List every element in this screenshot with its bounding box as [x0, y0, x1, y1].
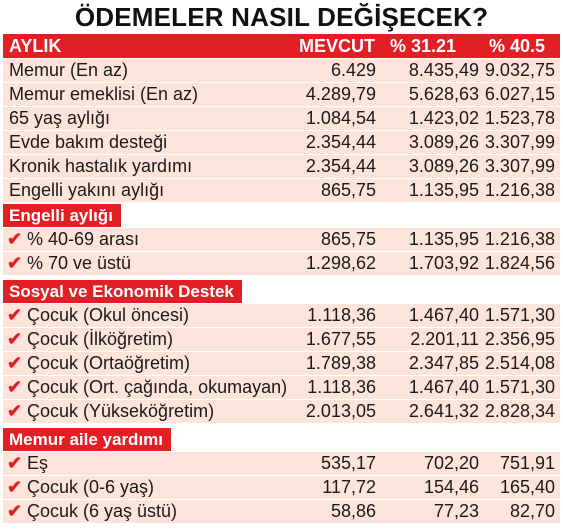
row-value-3121: 1.467,40	[408, 305, 479, 325]
table-row	[3, 328, 560, 351]
row-value-3121: 1.135,95	[408, 180, 479, 200]
row-value-3121: 1.703,92	[408, 253, 479, 273]
row-value-405: 2.514,08	[484, 353, 555, 373]
row-value-3121: 77,23	[433, 501, 479, 521]
header-col-mevcut: MEVCUT	[299, 35, 375, 56]
row-value-405: 82,70	[509, 501, 555, 521]
check-icon: ✔	[7, 501, 23, 521]
row-label: 65 yaş aylığı	[9, 108, 111, 128]
check-icon: ✔	[7, 229, 23, 249]
row-value-mevcut: 6.429	[330, 60, 376, 80]
row-value-mevcut: 1.677,55	[305, 329, 376, 349]
section-header-sosyal: Sosyal ve Ekonomik Destek	[3, 280, 242, 303]
row-value-405: 3.307,99	[484, 156, 555, 176]
row-label: Çocuk (Ort. çağında, okumayan)	[27, 377, 288, 397]
row-value-mevcut: 865,75	[320, 180, 376, 200]
row-value-405: 1.571,30	[484, 305, 555, 325]
row-value-405: 1.824,56	[484, 253, 555, 273]
header-label: AYLIK	[9, 35, 62, 56]
check-icon: ✔	[7, 477, 23, 497]
row-value-405: 751,91	[499, 453, 555, 473]
row-value-mevcut: 535,17	[320, 453, 376, 473]
row-label: Engelli yakını aylığı	[9, 180, 165, 200]
row-value-mevcut: 2.354,44	[305, 132, 376, 152]
row-value-3121: 2.347,85	[408, 353, 479, 373]
page-title: ÖDEMELER NASIL DEĞİŞECEK?	[74, 2, 489, 32]
row-value-mevcut: 58,86	[330, 501, 376, 521]
check-icon: ✔	[7, 377, 23, 397]
table-row	[3, 179, 560, 202]
header-col-3121: % 31.21	[390, 35, 457, 56]
row-value-405: 2.828,34	[484, 401, 555, 421]
row-value-405: 3.307,99	[484, 132, 555, 152]
row-value-405: 6.027,15	[484, 84, 555, 104]
row-value-405: 1.216,38	[484, 180, 555, 200]
row-value-mevcut: 1.118,36	[307, 377, 376, 397]
row-value-3121: 5.628,63	[408, 84, 479, 104]
row-value-3121: 3.089,26	[408, 132, 479, 152]
table-row	[3, 304, 560, 327]
row-label: Memur (En az)	[9, 60, 129, 80]
row-value-mevcut: 1.298,62	[305, 253, 376, 273]
row-label: Kronik hastalık yardımı	[9, 156, 193, 176]
row-value-mevcut: 4.289,79	[305, 84, 376, 104]
row-value-3121: 702,20	[423, 453, 479, 473]
check-icon: ✔	[7, 453, 23, 473]
row-value-405: 1.216,38	[484, 229, 555, 249]
row-label: Çocuk (6 yaş üstü)	[27, 501, 178, 521]
table-row	[3, 400, 560, 423]
row-value-3121: 2.201,11	[410, 329, 479, 349]
row-label: % 70 ve üstü	[27, 253, 132, 273]
row-label: Çocuk (Yükseköğretim)	[27, 401, 215, 421]
table-header	[3, 34, 560, 58]
row-value-mevcut: 1.789,38	[305, 353, 376, 373]
table-row	[3, 228, 560, 251]
row-value-mevcut: 865,75	[320, 229, 376, 249]
table-row	[3, 476, 560, 499]
row-label: Memur emeklisi (En az)	[9, 84, 199, 104]
row-label: Çocuk (0-6 yaş)	[27, 477, 155, 497]
section-header-engelli: Engelli aylığı	[3, 204, 121, 227]
row-value-3121: 2.641,32	[408, 401, 479, 421]
row-label: Çocuk (Ortaöğretim)	[27, 353, 191, 373]
table-row	[3, 155, 560, 178]
row-label: Çocuk (Okul öncesi)	[27, 305, 190, 325]
check-icon: ✔	[7, 329, 23, 349]
check-icon: ✔	[7, 305, 23, 325]
row-value-3121: 1.135,95	[408, 229, 479, 249]
row-value-mevcut: 2.013,05	[305, 401, 376, 421]
table-row	[3, 452, 560, 475]
row-value-3121: 1.423,02	[408, 108, 479, 128]
row-value-405: 2.356,95	[484, 329, 555, 349]
check-icon: ✔	[7, 401, 23, 421]
table-row	[3, 59, 560, 82]
table-row	[3, 500, 560, 523]
row-value-3121: 3.089,26	[408, 156, 479, 176]
row-value-405: 1.571,30	[484, 377, 555, 397]
header-col-405: % 40.5	[489, 35, 546, 56]
table-row	[3, 252, 560, 275]
row-value-3121: 8.435,49	[408, 60, 479, 80]
row-value-405: 9.032,75	[484, 60, 555, 80]
table-row	[3, 376, 560, 399]
row-label: Evde bakım desteği	[9, 132, 168, 152]
row-value-mevcut: 1.084,54	[305, 108, 376, 128]
row-value-405: 165,40	[499, 477, 555, 497]
table-row	[3, 107, 560, 130]
table-row	[3, 131, 560, 154]
check-icon: ✔	[7, 353, 23, 373]
table-row	[3, 83, 560, 106]
row-label: % 40-69 arası	[27, 229, 140, 249]
check-icon: ✔	[7, 253, 23, 273]
row-label: Eş	[27, 453, 49, 473]
row-value-3121: 154,46	[423, 477, 479, 497]
row-label: Çocuk (İlköğretim)	[27, 329, 174, 349]
row-value-3121: 1.467,40	[408, 377, 479, 397]
row-value-mevcut: 117,72	[322, 477, 376, 497]
section-header-aile: Memur aile yardımı	[3, 428, 171, 451]
table-row	[3, 352, 560, 375]
row-value-405: 1.523,78	[484, 108, 555, 128]
row-value-mevcut: 2.354,44	[305, 156, 376, 176]
row-value-mevcut: 1.118,36	[307, 305, 376, 325]
